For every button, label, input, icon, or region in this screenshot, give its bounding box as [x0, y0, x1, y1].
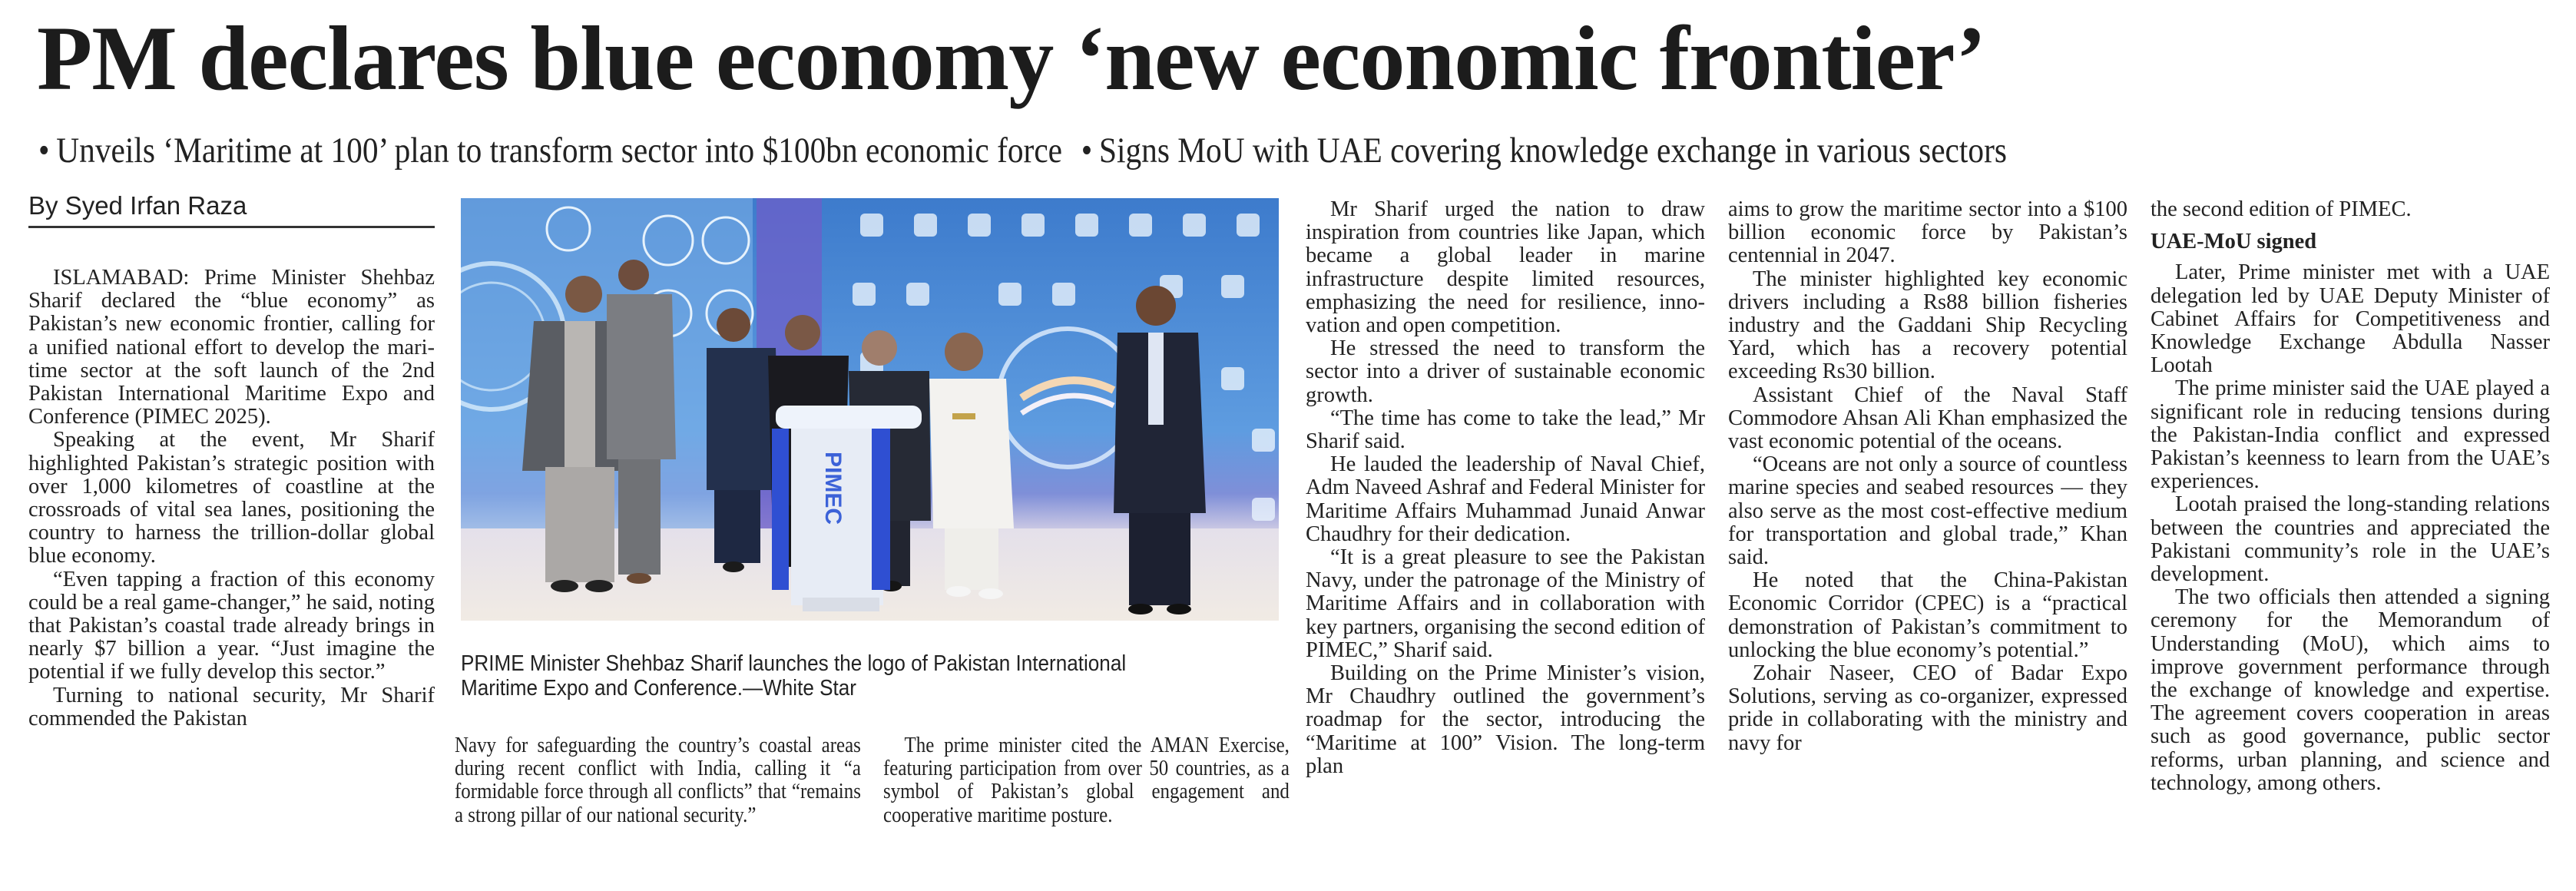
- paragraph: Assistant Chief of the Naval Staff Commodore Ahsan Ali Khan emphasized the vast economic potential of the oceans.: [1728, 383, 2127, 454]
- paragraph: The two officials then attended a signing ceremony for the Memorandum of Understanding (MoU), which aims to improve government performance through the exchange of knowledge and expertise. The agreement covers cooperation in areas such as good governance, public sector reforms, urban planning, and science and technology, among others.: [2151, 585, 2550, 795]
- photo-caption: PRIME Minister Shehbaz Sharif launches the logo of Pakistan International Maritime Expo and Conference.—White Star: [461, 651, 1127, 701]
- paragraph: Later, Prime minister met with a UAE delegation led by UAE Deputy Minister of Cabinet Affairs for Competitiveness and Knowledge Exchange Abdulla Nasser Lootah: [2151, 260, 2550, 378]
- paragraph: He stressed the need to transform the sector into a driver of sustainable economic growth.: [1306, 336, 1705, 407]
- paragraph: “The time has come to take the lead,” Mr Sharif said.: [1306, 406, 1705, 454]
- section-subheading: UAE-MoU signed: [2151, 230, 2317, 254]
- article-column-5: [2151, 198, 2550, 795]
- paragraph: The prime minister said the UAE played a significant role in reducing tensions during the Pakistan-India conflict and expressed Pakistan’s keenness to learn from the UAE’s experiences.: [2151, 376, 2550, 494]
- bullet-icon: •: [38, 131, 50, 171]
- paragraph: The minister highlighted key economic drivers including a Rs88 billion fisheries industry and the Gaddani Ship Recycling Yard, which has a recovery potential exceeding Rs30 billion.: [1728, 267, 2127, 384]
- paragraph: Navy for safeguarding the country’s coastal areas during recent conflict with India, calling it “a formidable force through all conflicts” that “remains a strong pillar of our national security.”: [455, 733, 861, 827]
- paragraph: ISLAMABAD: Prime Minister Shehbaz Sharif declared the “blue economy” as Pakistan’s new economic frontier, calling for a unified national effort to develop the maritime sector at the soft launch of the 2nd Pakistan International Maritime Expo and Conference (PIMEC 2025).: [28, 266, 435, 429]
- paragraph: The prime minister cited the AMAN Exercise, featuring participation from over 50 countries, as a symbol of Pakistan’s global engagement and cooperative maritime posture.: [883, 733, 1290, 827]
- paragraph: Zohair Naseer, CEO of Badar Expo Solutions, serving as co-organizer, expressed pride in collaborating with the ministry and navy for: [1728, 661, 2127, 755]
- paragraph: “It is a great pleasure to see the Pakistan Navy, under the patronage of the Ministry of Maritime Affairs and in collaboration with key partners, organising the second edition of PIMEC,” Sharif said.: [1306, 545, 1705, 662]
- article-column-3: [1306, 198, 1705, 778]
- paragraph: He noted that the China-Pakistan Economic Corridor (CPEC) is a “practical demonstration of Pakistan’s commitment to unlocking the blue economy’s potential.”: [1728, 568, 2127, 662]
- article-column-2b: [883, 734, 1290, 826]
- paragraph: “Even tapping a fraction of this economy could be a real game-changer,” he said, noting that Pakistan’s coastal trade already brings in nearly $7 billion a year. “Just imagine the potential if we fully develop this sector.”: [28, 567, 435, 684]
- paragraph: “Oceans are not only a source of countless marine species and seabed resources — they also serve as the most cost-effective medium for transportation and global trade,” Khan said.: [1728, 452, 2127, 570]
- news-photo: [461, 198, 1279, 621]
- paragraph: the second edition of PIMEC.: [2151, 197, 2412, 221]
- byline: By Syed Irfan Raza: [28, 190, 435, 228]
- paragraph: Building on the Prime Minister’s vision, Mr Chaudhry outlined the government’s roadmap for the sector, introducing the “Maritime at 100” Vision. The long-term plan: [1306, 661, 1705, 778]
- subheadline-1: Unveils ‘Maritime at 100’ plan to transform sector into $100bn economic force: [56, 131, 1063, 171]
- bullet-icon: •: [1081, 131, 1093, 171]
- paragraph: aims to grow the maritime sector into a $100 billion economic force by Pakistan’s centennial in 2047.: [1728, 197, 2127, 268]
- headline: PM declares blue economy ‘new economic frontier’: [37, 7, 1986, 109]
- paragraph: Speaking at the event, Mr Sharif highlighted Pakistan’s strategic position with over 1,000 kilometres of coastline at the crossroads of vital sea lanes, positioning the country to harness the trillion-dollar global blue economy.: [28, 428, 435, 568]
- paragraph: Mr Sharif urged the nation to draw inspiration from countries like Japan, which became a global leader in marine infrastructure despite limited resources, emphasizing the need for resilience, innovation and open competition.: [1306, 197, 1705, 338]
- subheadline-deck: [38, 129, 2007, 172]
- article-column-4: [1728, 198, 2127, 755]
- article-column-1: [28, 267, 435, 730]
- paragraph: Lootah praised the long-standing relations between the countries and appreciated the Pakistani community’s role in the UAE’s development.: [2151, 492, 2550, 587]
- paragraph: He lauded the leadership of Naval Chief, Adm Naveed Ashraf and Federal Minister for Maritime Affairs Muhammad Junaid Anwar Chaudhry for their dedication.: [1306, 452, 1705, 546]
- subheadline-2: Signs MoU with UAE covering knowledge exchange in various sectors: [1098, 131, 2007, 171]
- photo-illustration: [461, 198, 1279, 621]
- article-column-2a: [455, 734, 861, 826]
- paragraph: Turning to national security, Mr Sharif commended the Pakistan: [28, 683, 435, 730]
- svg-text:PIMEC: PIMEC: [820, 452, 846, 525]
